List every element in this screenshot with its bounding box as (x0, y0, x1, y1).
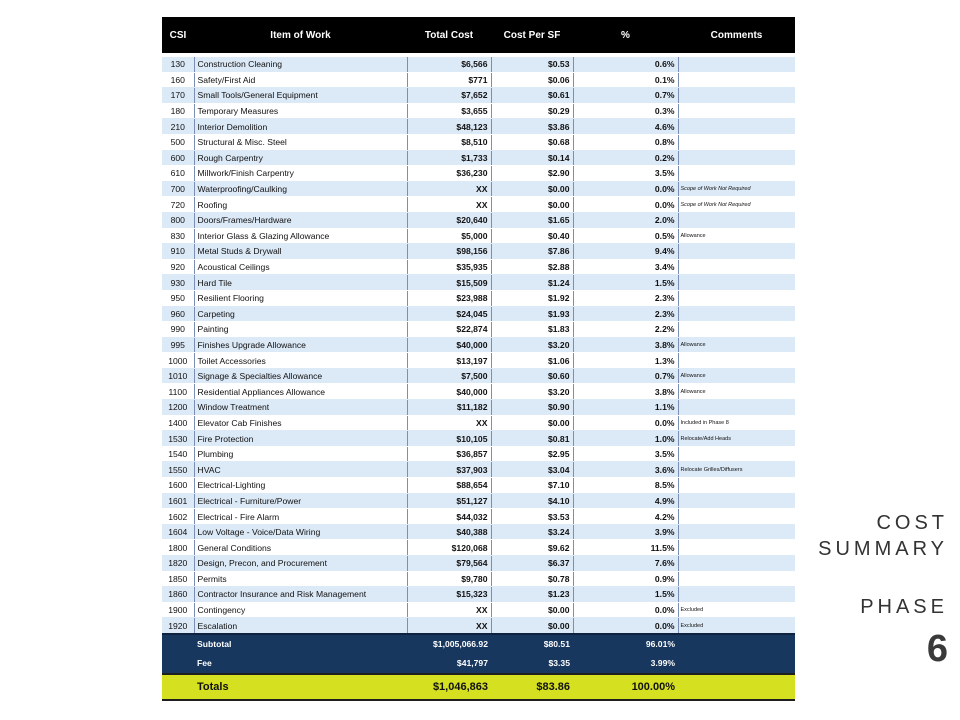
row-percent: 1.5% (573, 275, 678, 291)
row-comments (678, 571, 795, 587)
row-percent: 0.7% (573, 368, 678, 384)
row-csi: 1850 (162, 571, 194, 587)
totals-row (162, 674, 795, 700)
row-percent: 1.3% (573, 353, 678, 369)
row-item: Electrical - Furniture/Power (194, 493, 407, 509)
row-item: Resilient Flooring (194, 290, 407, 306)
table-row (162, 244, 795, 260)
row-csi: 960 (162, 306, 194, 322)
row-csi: 1540 (162, 446, 194, 462)
table-row (162, 275, 795, 291)
row-total-cost: XX (407, 181, 491, 197)
table-row (162, 493, 795, 509)
row-csi: 130 (162, 57, 194, 72)
row-percent: 0.7% (573, 88, 678, 104)
row-csi: 995 (162, 337, 194, 353)
row-percent: 0.3% (573, 103, 678, 119)
row-percent: 7.6% (573, 556, 678, 572)
row-cost-per-sf: $1.06 (491, 353, 573, 369)
row-percent: 2.3% (573, 306, 678, 322)
row-percent: 9.4% (573, 244, 678, 260)
table-row (162, 400, 795, 416)
row-csi: 1010 (162, 368, 194, 384)
row-percent: 0.2% (573, 150, 678, 166)
row-csi: 1820 (162, 556, 194, 572)
table-row (162, 571, 795, 587)
table-row (162, 228, 795, 244)
subtotal-label: Subtotal (194, 634, 407, 654)
row-comments (678, 134, 795, 150)
row-percent: 3.9% (573, 524, 678, 540)
table-row (162, 212, 795, 228)
row-cost-per-sf: $2.90 (491, 166, 573, 182)
table-row (162, 119, 795, 135)
row-comments (678, 259, 795, 275)
row-comments (678, 493, 795, 509)
row-csi: 1200 (162, 400, 194, 416)
side-title-phase: PHASE (860, 596, 948, 618)
row-percent: 4.9% (573, 493, 678, 509)
row-item: Metal Studs & Drywall (194, 244, 407, 260)
row-item: Roofing (194, 197, 407, 213)
row-total-cost: $6,566 (407, 57, 491, 72)
row-total-cost: XX (407, 197, 491, 213)
row-comments (678, 478, 795, 494)
table-row (162, 587, 795, 603)
row-percent: 4.6% (573, 119, 678, 135)
row-cost-per-sf: $2.95 (491, 446, 573, 462)
row-total-cost: $79,564 (407, 556, 491, 572)
row-comments (678, 103, 795, 119)
row-comments (678, 400, 795, 416)
row-item: Carpeting (194, 306, 407, 322)
row-total-cost: $3,655 (407, 103, 491, 119)
row-comments (678, 150, 795, 166)
table-row (162, 524, 795, 540)
row-cost-per-sf: $3.53 (491, 509, 573, 525)
row-comments (678, 587, 795, 603)
header-total-cost: Total Cost (407, 17, 491, 53)
row-item: Acoustical Ceilings (194, 259, 407, 275)
row-item: Structural & Misc. Steel (194, 134, 407, 150)
table-row (162, 446, 795, 462)
row-item: Permits (194, 571, 407, 587)
totals-section (162, 674, 795, 700)
table-row (162, 57, 795, 72)
table-row (162, 368, 795, 384)
row-cost-per-sf: $0.00 (491, 197, 573, 213)
row-percent: 0.1% (573, 72, 678, 88)
row-cost-per-sf: $1.24 (491, 275, 573, 291)
row-total-cost: $10,105 (407, 431, 491, 447)
table-row (162, 384, 795, 400)
row-total-cost: $88,654 (407, 478, 491, 494)
row-csi: 720 (162, 197, 194, 213)
table-row (162, 322, 795, 338)
cost-line-items (162, 57, 795, 634)
row-total-cost: $35,935 (407, 259, 491, 275)
row-csi: 1800 (162, 540, 194, 556)
row-total-cost: $36,230 (407, 166, 491, 182)
row-total-cost: $7,500 (407, 368, 491, 384)
table-row (162, 134, 795, 150)
row-cost-per-sf: $0.00 (491, 181, 573, 197)
row-percent: 0.8% (573, 134, 678, 150)
row-total-cost: $22,874 (407, 322, 491, 338)
row-item: Contingency (194, 602, 407, 618)
row-comments: Excluded (678, 618, 795, 634)
row-csi: 1900 (162, 602, 194, 618)
row-csi: 600 (162, 150, 194, 166)
subtotal-row (162, 634, 795, 654)
row-item: Elevator Cab Finishes (194, 415, 407, 431)
row-item: Fire Protection (194, 431, 407, 447)
table-row (162, 415, 795, 431)
row-comments: Excluded (678, 602, 795, 618)
row-cost-per-sf: $3.86 (491, 119, 573, 135)
row-total-cost: $15,323 (407, 587, 491, 603)
row-csi: 990 (162, 322, 194, 338)
row-total-cost: $98,156 (407, 244, 491, 260)
table-row (162, 509, 795, 525)
row-item: Contractor Insurance and Risk Management (194, 587, 407, 603)
table-row (162, 88, 795, 104)
row-comments: Allowance (678, 228, 795, 244)
row-comments: Allowance (678, 368, 795, 384)
row-total-cost: $37,903 (407, 462, 491, 478)
row-total-cost: $23,988 (407, 290, 491, 306)
row-total-cost: XX (407, 415, 491, 431)
row-cost-per-sf: $0.14 (491, 150, 573, 166)
row-percent: 0.0% (573, 197, 678, 213)
table-row (162, 337, 795, 353)
table-row (162, 353, 795, 369)
table-row (162, 290, 795, 306)
row-percent: 1.0% (573, 431, 678, 447)
row-csi: 210 (162, 119, 194, 135)
row-percent: 0.0% (573, 181, 678, 197)
row-cost-per-sf: $3.20 (491, 337, 573, 353)
row-cost-per-sf: $1.23 (491, 587, 573, 603)
row-cost-per-sf: $2.88 (491, 259, 573, 275)
row-item: Temporary Measures (194, 103, 407, 119)
subtotal-percent: 96.01% (573, 634, 678, 654)
row-cost-per-sf: $6.37 (491, 556, 573, 572)
row-total-cost: $40,000 (407, 384, 491, 400)
row-comments: Scope of Work Not Required (678, 197, 795, 213)
row-total-cost: $20,640 (407, 212, 491, 228)
row-comments: Scope of Work Not Required (678, 181, 795, 197)
row-total-cost: $8,510 (407, 134, 491, 150)
row-total-cost: $51,127 (407, 493, 491, 509)
row-comments (678, 322, 795, 338)
row-cost-per-sf: $0.61 (491, 88, 573, 104)
row-csi: 950 (162, 290, 194, 306)
row-comments (678, 446, 795, 462)
row-comments: Relocate/Add Heads (678, 431, 795, 447)
fee-cost-per-sf: $3.35 (491, 654, 573, 674)
subtotal-section (162, 634, 795, 674)
row-cost-per-sf: $1.93 (491, 306, 573, 322)
row-percent: 2.0% (573, 212, 678, 228)
row-comments (678, 524, 795, 540)
row-cost-per-sf: $0.40 (491, 228, 573, 244)
table-row (162, 540, 795, 556)
cost-summary-sheet (162, 17, 795, 701)
totals-total-cost: $1,046,863 (407, 674, 491, 700)
row-item: Millwork/Finish Carpentry (194, 166, 407, 182)
row-item: Residential Appliances Allowance (194, 384, 407, 400)
totals-cost-per-sf: $83.86 (491, 674, 573, 700)
row-percent: 11.5% (573, 540, 678, 556)
row-item: Escalation (194, 618, 407, 634)
row-comments (678, 119, 795, 135)
row-cost-per-sf: $0.00 (491, 602, 573, 618)
row-percent: 3.8% (573, 384, 678, 400)
row-cost-per-sf: $7.86 (491, 244, 573, 260)
table-row (162, 259, 795, 275)
row-total-cost: $9,780 (407, 571, 491, 587)
row-csi: 1550 (162, 462, 194, 478)
row-csi: 610 (162, 166, 194, 182)
side-title-phase-number: 6 (926, 628, 948, 670)
row-csi: 500 (162, 134, 194, 150)
row-csi: 1530 (162, 431, 194, 447)
row-percent: 4.2% (573, 509, 678, 525)
row-total-cost: $13,197 (407, 353, 491, 369)
row-cost-per-sf: $1.92 (491, 290, 573, 306)
row-csi: 1920 (162, 618, 194, 634)
row-item: Electrical-Lighting (194, 478, 407, 494)
row-percent: 3.5% (573, 446, 678, 462)
row-percent: 2.3% (573, 290, 678, 306)
header-cost-per-sf: Cost Per SF (491, 17, 573, 53)
row-comments (678, 556, 795, 572)
row-cost-per-sf: $0.29 (491, 103, 573, 119)
row-comments (678, 212, 795, 228)
row-total-cost: $44,032 (407, 509, 491, 525)
table-row (162, 431, 795, 447)
row-comments: Relocate Grilles/Diffusers (678, 462, 795, 478)
row-item: Interior Demolition (194, 119, 407, 135)
fee-row (162, 654, 795, 674)
row-total-cost: $48,123 (407, 119, 491, 135)
row-comments (678, 57, 795, 72)
table-header-row (162, 17, 795, 53)
row-percent: 0.0% (573, 618, 678, 634)
row-csi: 1000 (162, 353, 194, 369)
row-total-cost: $15,509 (407, 275, 491, 291)
row-percent: 1.1% (573, 400, 678, 416)
table-row (162, 478, 795, 494)
row-item: Construction Cleaning (194, 57, 407, 72)
row-item: HVAC (194, 462, 407, 478)
table-row (162, 306, 795, 322)
table-row (162, 197, 795, 213)
row-cost-per-sf: $0.90 (491, 400, 573, 416)
row-item: Low Voltage - Voice/Data Wiring (194, 524, 407, 540)
row-item: General Conditions (194, 540, 407, 556)
row-percent: 0.0% (573, 602, 678, 618)
row-cost-per-sf: $7.10 (491, 478, 573, 494)
row-cost-per-sf: $1.83 (491, 322, 573, 338)
row-csi: 830 (162, 228, 194, 244)
header-item-of-work: Item of Work (194, 17, 407, 53)
table-row (162, 181, 795, 197)
row-item: Safety/First Aid (194, 72, 407, 88)
table-row (162, 462, 795, 478)
row-total-cost: $24,045 (407, 306, 491, 322)
row-total-cost: $1,733 (407, 150, 491, 166)
row-csi: 800 (162, 212, 194, 228)
row-cost-per-sf: $0.78 (491, 571, 573, 587)
row-csi: 920 (162, 259, 194, 275)
table-row (162, 166, 795, 182)
row-total-cost: $11,182 (407, 400, 491, 416)
fee-percent: 3.99% (573, 654, 678, 674)
row-cost-per-sf: $3.24 (491, 524, 573, 540)
row-percent: 1.5% (573, 587, 678, 603)
totals-percent: 100.00% (573, 674, 678, 700)
row-cost-per-sf: $0.81 (491, 431, 573, 447)
row-csi: 1600 (162, 478, 194, 494)
row-comments (678, 540, 795, 556)
row-item: Window Treatment (194, 400, 407, 416)
row-total-cost: $120,068 (407, 540, 491, 556)
row-cost-per-sf: $0.68 (491, 134, 573, 150)
table-row (162, 618, 795, 634)
row-percent: 2.2% (573, 322, 678, 338)
row-total-cost: $40,388 (407, 524, 491, 540)
row-cost-per-sf: $1.65 (491, 212, 573, 228)
row-csi: 1860 (162, 587, 194, 603)
row-cost-per-sf: $3.04 (491, 462, 573, 478)
fee-label: Fee (194, 654, 407, 674)
row-csi: 1604 (162, 524, 194, 540)
row-comments (678, 72, 795, 88)
row-csi: 1400 (162, 415, 194, 431)
row-percent: 3.5% (573, 166, 678, 182)
row-total-cost: XX (407, 602, 491, 618)
row-comments (678, 275, 795, 291)
row-csi: 930 (162, 275, 194, 291)
row-percent: 0.0% (573, 415, 678, 431)
table-row (162, 602, 795, 618)
row-item: Plumbing (194, 446, 407, 462)
row-csi: 160 (162, 72, 194, 88)
row-cost-per-sf: $0.06 (491, 72, 573, 88)
fee-total-cost: $41,797 (407, 654, 491, 674)
totals-label: Totals (194, 674, 407, 700)
row-item: Small Tools/General Equipment (194, 88, 407, 104)
row-comments: Allowance (678, 384, 795, 400)
row-total-cost: XX (407, 618, 491, 634)
row-csi: 1100 (162, 384, 194, 400)
row-total-cost: $40,000 (407, 337, 491, 353)
row-csi: 180 (162, 103, 194, 119)
table-row (162, 103, 795, 119)
row-comments (678, 306, 795, 322)
row-total-cost: $771 (407, 72, 491, 88)
row-percent: 3.8% (573, 337, 678, 353)
row-csi: 910 (162, 244, 194, 260)
row-cost-per-sf: $0.00 (491, 618, 573, 634)
row-item: Finishes Upgrade Allowance (194, 337, 407, 353)
side-title-summary: SUMMARY (818, 538, 948, 560)
row-comments (678, 166, 795, 182)
row-item: Rough Carpentry (194, 150, 407, 166)
row-percent: 8.5% (573, 478, 678, 494)
row-cost-per-sf: $3.20 (491, 384, 573, 400)
row-cost-per-sf: $4.10 (491, 493, 573, 509)
row-csi: 170 (162, 88, 194, 104)
row-csi: 1602 (162, 509, 194, 525)
row-item: Painting (194, 322, 407, 338)
row-comments: Allowance (678, 337, 795, 353)
row-comments: Included in Phase 8 (678, 415, 795, 431)
row-percent: 0.6% (573, 57, 678, 72)
row-item: Waterproofing/Caulking (194, 181, 407, 197)
cost-table (162, 17, 795, 701)
row-percent: 3.6% (573, 462, 678, 478)
row-percent: 0.9% (573, 571, 678, 587)
table-row (162, 72, 795, 88)
table-row (162, 556, 795, 572)
row-item: Hard Tile (194, 275, 407, 291)
table-row (162, 150, 795, 166)
row-csi: 1601 (162, 493, 194, 509)
side-title-cost: COST (876, 512, 948, 534)
row-cost-per-sf: $0.60 (491, 368, 573, 384)
header-csi: CSI (162, 17, 194, 53)
row-comments (678, 509, 795, 525)
row-item: Interior Glass & Glazing Allowance (194, 228, 407, 244)
row-percent: 0.5% (573, 228, 678, 244)
row-item: Electrical - Fire Alarm (194, 509, 407, 525)
row-total-cost: $36,857 (407, 446, 491, 462)
row-total-cost: $5,000 (407, 228, 491, 244)
row-comments (678, 88, 795, 104)
row-total-cost: $7,652 (407, 88, 491, 104)
header-percent: % (573, 17, 678, 53)
row-cost-per-sf: $9.62 (491, 540, 573, 556)
row-item: Doors/Frames/Hardware (194, 212, 407, 228)
subtotal-cost-per-sf: $80.51 (491, 634, 573, 654)
row-comments (678, 290, 795, 306)
header-comments: Comments (678, 17, 795, 53)
row-comments (678, 244, 795, 260)
subtotal-total-cost: $1,005,066.92 (407, 634, 491, 654)
row-percent: 3.4% (573, 259, 678, 275)
row-item: Toilet Accessories (194, 353, 407, 369)
row-cost-per-sf: $0.00 (491, 415, 573, 431)
row-cost-per-sf: $0.53 (491, 57, 573, 72)
row-csi: 700 (162, 181, 194, 197)
row-item: Signage & Specialties Allowance (194, 368, 407, 384)
row-comments (678, 353, 795, 369)
row-item: Design, Precon, and Procurement (194, 556, 407, 572)
